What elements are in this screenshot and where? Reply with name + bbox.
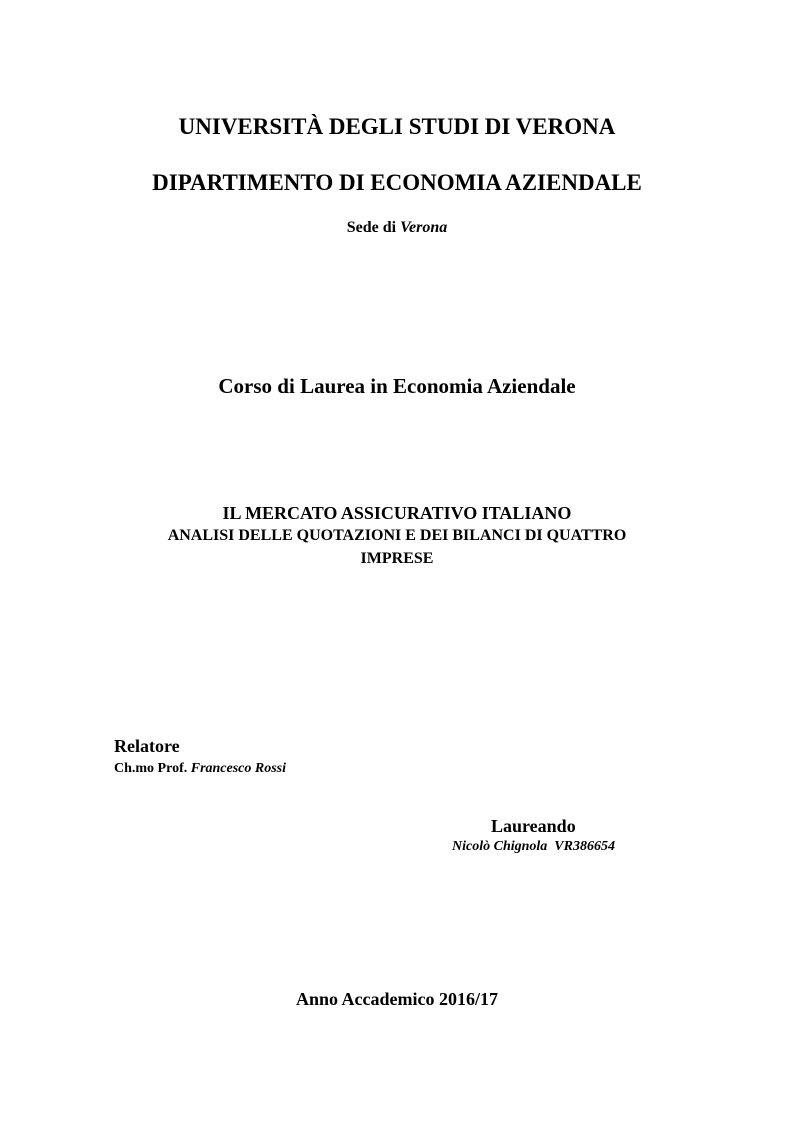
department-name: DIPARTIMENTO DI ECONOMIA AZIENDALE [152,170,642,195]
laureando-name: Nicolò Chignola VR386654 [452,839,615,854]
relatore-name: Francesco Rossi [190,761,287,776]
seat-city: Verona [400,219,448,236]
relatore-label: Relatore [114,736,180,756]
relatore-line [114,761,286,777]
course-name: Corso di Laurea in Economia Aziendale [218,374,576,398]
seat-line [0,219,794,237]
university-name: UNIVERSITÀ DEGLI STUDI DI VERONA [178,114,616,139]
thesis-subtitle-line-2: IMPRESE [360,550,434,567]
relatore-title: Ch.mo Prof. [114,761,191,776]
academic-year: Anno Accademico 2016/17 [296,989,498,1009]
thesis-subtitle-line-1: ANALISI DELLE QUOTAZIONI E DEI BILANCI DI QUATTRO [167,527,627,544]
thesis-title: IL MERCATO ASSICURATIVO ITALIANO [222,503,572,523]
seat-prefix: Sede di [346,219,401,236]
laureando-label: Laureando [491,816,576,836]
